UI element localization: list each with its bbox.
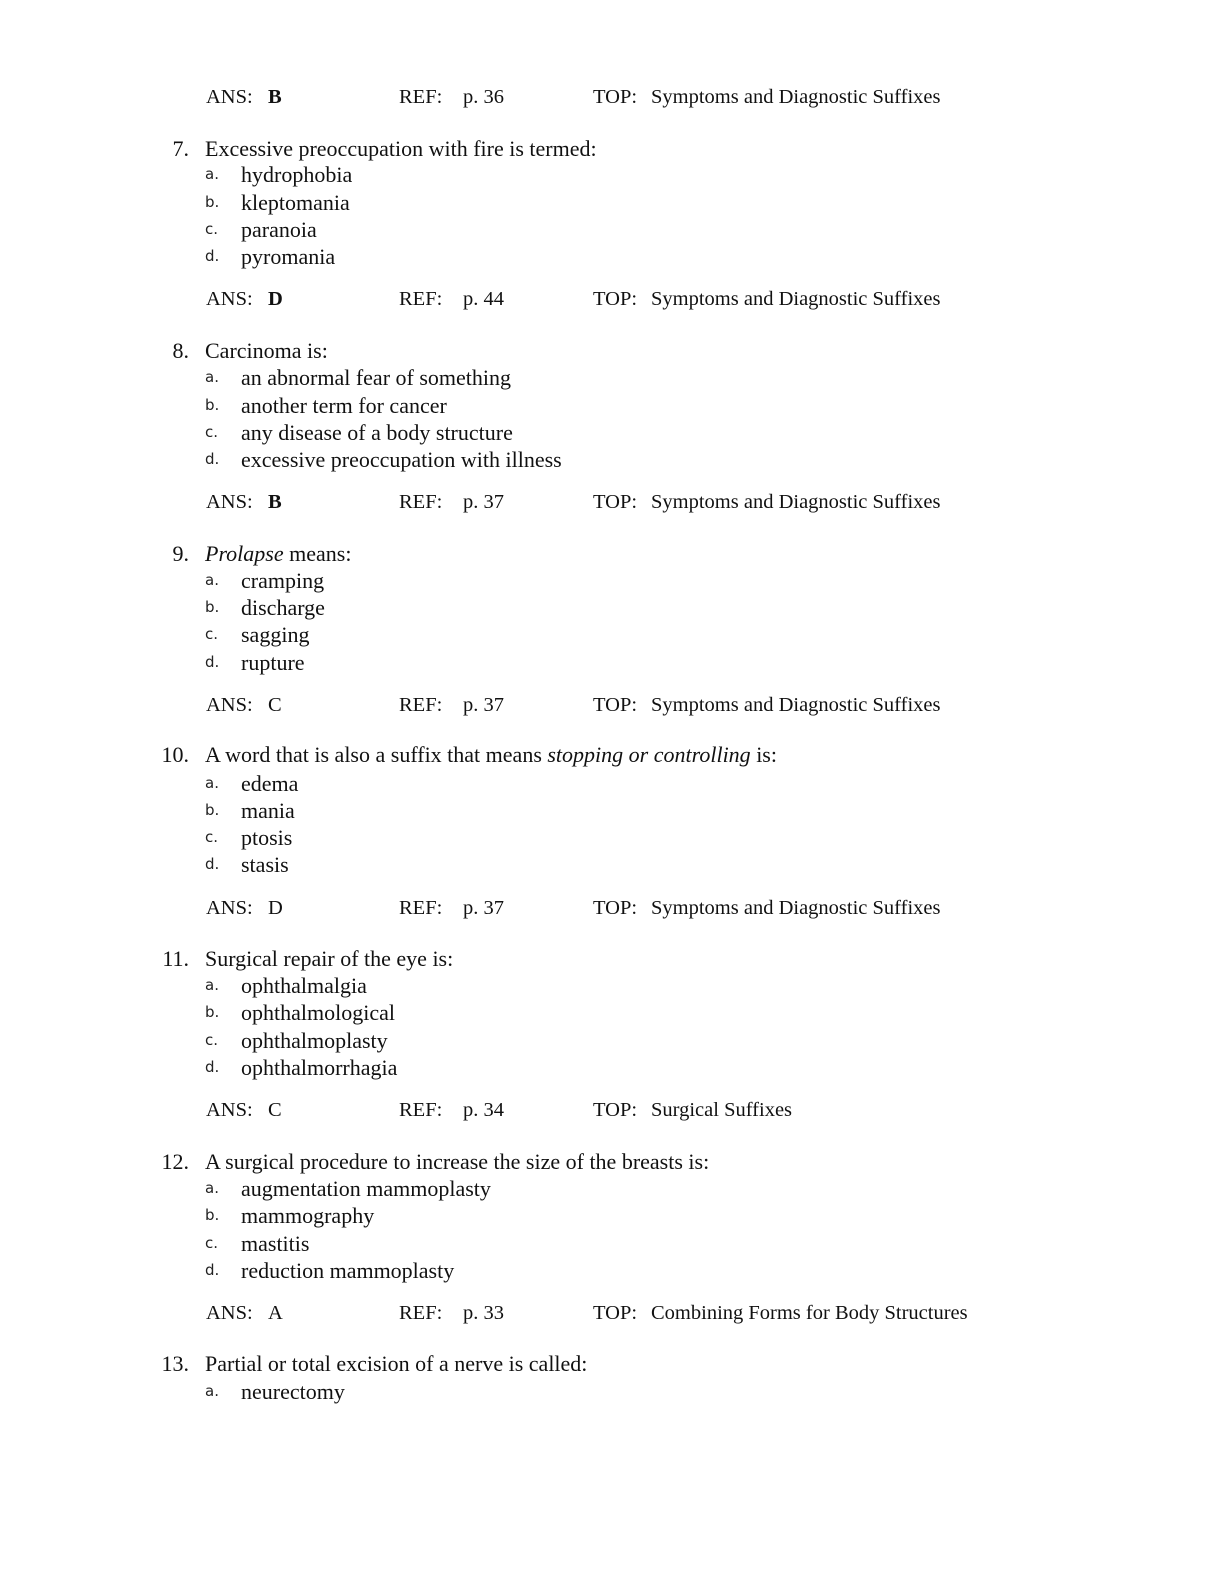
ans-value: C	[268, 1099, 282, 1121]
option	[0, 190, 1224, 218]
question-number: 7.	[172, 136, 189, 161]
ref-label: REF:	[399, 1302, 443, 1324]
option-text: augmentation mammoplasty	[241, 1176, 491, 1201]
ans-label: ANS:	[206, 1302, 253, 1324]
option-text: discharge	[241, 595, 325, 620]
option	[0, 420, 1224, 448]
option-letter: a.	[205, 1382, 219, 1400]
ref-value: p. 33	[463, 1302, 504, 1324]
option-text: reduction mammoplasty	[241, 1258, 455, 1283]
option-letter: a.	[205, 571, 219, 589]
question-stem: A surgical procedure to increase the size of the breasts is:	[205, 1149, 710, 1174]
ref-value: p. 37	[463, 491, 504, 513]
option-letter: c.	[205, 1031, 219, 1049]
option-letter: a.	[205, 165, 219, 183]
answer-line	[206, 85, 1106, 109]
option-letter: c.	[205, 423, 219, 441]
option-letter: b.	[205, 396, 220, 414]
option	[0, 798, 1224, 826]
top-label: TOP:	[593, 694, 638, 716]
ref-label: REF:	[399, 86, 443, 108]
option-text: neurectomy	[241, 1379, 345, 1404]
option-letter: a.	[205, 368, 219, 386]
ref-label: REF:	[399, 1099, 443, 1121]
question-stem: Excessive preoccupation with fire is termed:	[205, 136, 597, 161]
option	[0, 1055, 1224, 1083]
option-letter: d.	[205, 1261, 220, 1279]
top-value: Symptoms and Diagnostic Suffixes	[651, 491, 941, 513]
answer-line	[206, 490, 1106, 514]
question-number: 11.	[162, 946, 189, 971]
option-letter: c.	[205, 220, 219, 238]
top-label: TOP:	[593, 897, 638, 919]
option-letter: a.	[205, 976, 219, 994]
question-number: 12.	[161, 1149, 189, 1174]
ref-value: p. 34	[463, 1099, 504, 1121]
option-letter: b.	[205, 193, 220, 211]
option	[0, 244, 1224, 272]
option	[0, 825, 1224, 853]
option-text: ophthalmoplasty	[241, 1028, 388, 1053]
option	[0, 1379, 1224, 1407]
answer-line	[206, 287, 1106, 311]
option-text: hydrophobia	[241, 162, 353, 187]
option-letter: d.	[205, 653, 220, 671]
option-text: ophthalmorrhagia	[241, 1055, 398, 1080]
option	[0, 650, 1224, 678]
ans-value: D	[268, 288, 283, 310]
option-text: sagging	[241, 622, 310, 647]
option-text: edema	[241, 771, 299, 796]
option-letter: c.	[205, 625, 219, 643]
option-text: ptosis	[241, 825, 293, 850]
stem-text: A word that is also a suffix that means	[205, 742, 548, 767]
question-stem: Carcinoma is:	[205, 338, 328, 363]
option	[0, 622, 1224, 650]
stem-text: means:	[283, 541, 352, 566]
ans-label: ANS:	[206, 897, 253, 919]
top-value: Symptoms and Diagnostic Suffixes	[651, 86, 941, 108]
option-text: cramping	[241, 568, 325, 593]
question-stem: Surgical repair of the eye is:	[205, 946, 454, 971]
option-text: another term for cancer	[241, 393, 447, 418]
option-letter: b.	[205, 1206, 220, 1224]
option	[0, 217, 1224, 245]
option-letter: b.	[205, 598, 220, 616]
ref-value: p. 44	[463, 288, 504, 310]
top-label: TOP:	[593, 1099, 638, 1121]
option	[0, 1203, 1224, 1231]
ans-label: ANS:	[206, 1099, 253, 1121]
option-text: ophthalmalgia	[241, 973, 367, 998]
option-letter: d.	[205, 1058, 220, 1076]
ans-label: ANS:	[206, 491, 253, 513]
option	[0, 447, 1224, 475]
option-letter: d.	[205, 247, 220, 265]
option-text: an abnormal fear of something	[241, 365, 512, 390]
option-text: mania	[241, 798, 295, 823]
ans-value: B	[268, 86, 282, 108]
top-value: Symptoms and Diagnostic Suffixes	[651, 288, 941, 310]
ref-label: REF:	[399, 288, 443, 310]
option	[0, 1028, 1224, 1056]
stem-italic-term: stopping or controlling	[547, 742, 751, 767]
option	[0, 595, 1224, 623]
option	[0, 1176, 1224, 1204]
stem-text: is:	[750, 742, 777, 767]
option-letter: d.	[205, 450, 220, 468]
question-number: 13.	[161, 1351, 189, 1376]
question-number: 10.	[161, 742, 189, 767]
option-text: excessive preoccupation with illness	[241, 447, 562, 472]
answer-line	[206, 693, 1106, 717]
question-stem: Partial or total excision of a nerve is called:	[205, 1351, 588, 1376]
ref-label: REF:	[399, 897, 443, 919]
question-number: 8.	[172, 338, 189, 363]
ref-value: p. 37	[463, 897, 504, 919]
option-text: mammography	[241, 1203, 375, 1228]
top-label: TOP:	[593, 86, 638, 108]
option-letter: b.	[205, 1003, 220, 1021]
top-value: Symptoms and Diagnostic Suffixes	[651, 694, 941, 716]
ref-label: REF:	[399, 491, 443, 513]
option	[0, 365, 1224, 393]
option-text: rupture	[241, 650, 305, 675]
option-letter: a.	[205, 1179, 219, 1197]
stem-italic-term: Prolapse	[205, 541, 284, 566]
answer-line	[206, 896, 1106, 920]
ans-value: B	[268, 491, 282, 513]
ans-value: A	[268, 1302, 283, 1324]
ans-value: D	[268, 897, 283, 919]
ans-label: ANS:	[206, 288, 253, 310]
question-stem	[205, 742, 777, 768]
option-letter: d.	[205, 855, 220, 873]
option	[0, 1258, 1224, 1286]
option-letter: c.	[205, 828, 219, 846]
option-text: stasis	[241, 852, 289, 877]
option-text: ophthalmological	[241, 1000, 395, 1025]
answer-line	[206, 1098, 1106, 1122]
question-stem	[205, 541, 351, 567]
option	[0, 393, 1224, 421]
option	[0, 568, 1224, 596]
option	[0, 1231, 1224, 1259]
top-value: Combining Forms for Body Structures	[651, 1302, 968, 1324]
top-value: Symptoms and Diagnostic Suffixes	[651, 897, 941, 919]
top-label: TOP:	[593, 1302, 638, 1324]
answer-line	[206, 1301, 1106, 1325]
option-letter: c.	[205, 1234, 219, 1252]
option-text: kleptomania	[241, 190, 350, 215]
option-text: paranoia	[241, 217, 317, 242]
ref-label: REF:	[399, 694, 443, 716]
ref-value: p. 36	[463, 86, 504, 108]
ans-label: ANS:	[206, 694, 253, 716]
top-value: Surgical Suffixes	[651, 1099, 793, 1121]
ref-value: p. 37	[463, 694, 504, 716]
option-letter: a.	[205, 774, 219, 792]
option	[0, 771, 1224, 799]
question-number: 9.	[172, 541, 189, 566]
option-text: any disease of a body structure	[241, 420, 513, 445]
option-text: mastitis	[241, 1231, 310, 1256]
top-label: TOP:	[593, 491, 638, 513]
ans-label: ANS:	[206, 86, 253, 108]
option-letter: b.	[205, 801, 220, 819]
ans-value: C	[268, 694, 282, 716]
option	[0, 1000, 1224, 1028]
option	[0, 852, 1224, 880]
option	[0, 973, 1224, 1001]
top-label: TOP:	[593, 288, 638, 310]
option	[0, 162, 1224, 190]
option-text: pyromania	[241, 244, 336, 269]
